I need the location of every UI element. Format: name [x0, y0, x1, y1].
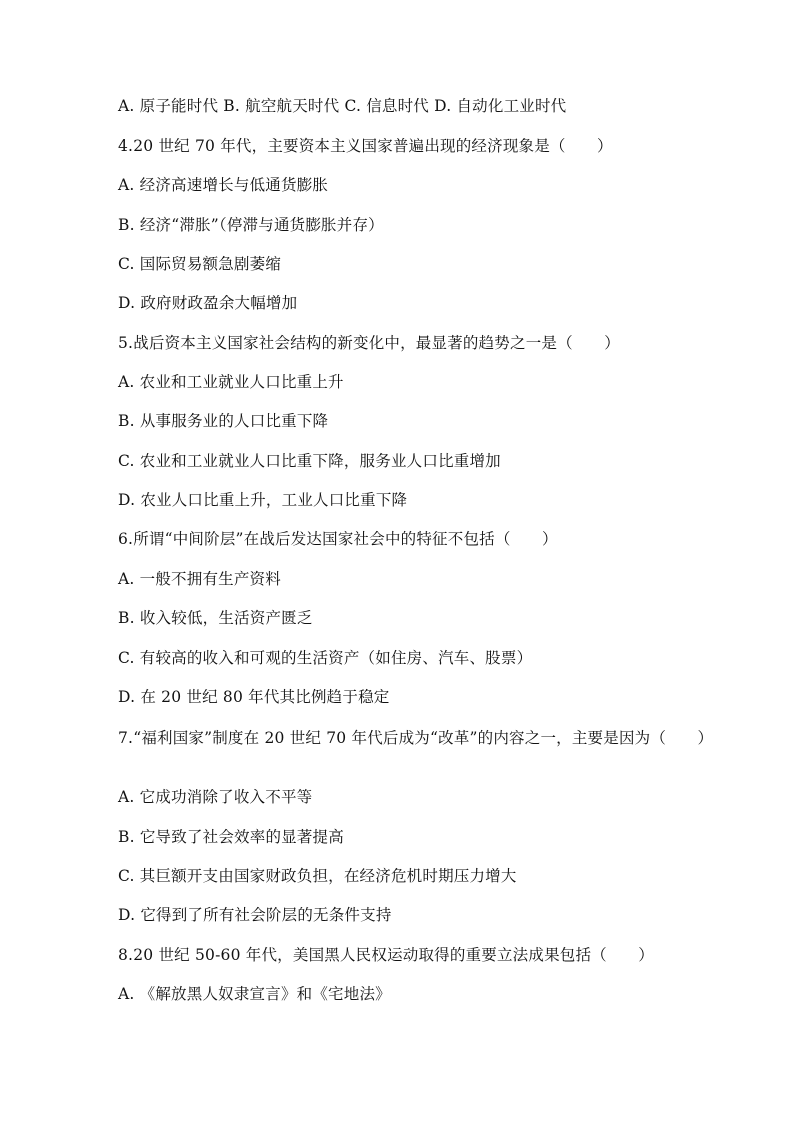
q8-stem: 8.20 世纪 50-60 年代，美国黑人民权运动取得的重要立法成果包括（ ）: [118, 946, 654, 964]
q7-stem: 7.“福利国家”制度在 20 世纪 70 年代后成为“改革”的内容之一，主要是因为（ ）: [118, 729, 714, 747]
q7-option-b: B. 它导致了社会效率的显著提高: [118, 828, 344, 846]
q4-option-c: C. 国际贸易额急剧萎缩: [118, 255, 282, 273]
q5-option-a: A. 农业和工业就业人口比重上升: [118, 373, 344, 391]
q4-option-b: B. 经济“滞胀”（停滞与通货膨胀并存）: [118, 216, 384, 234]
q6-stem: 6.所谓“中间阶层”在战后发达国家社会中的特征不包括（ ）: [118, 530, 558, 548]
q5-option-b: B. 从事服务业的人口比重下降: [118, 412, 329, 430]
q6-option-c: C. 有较高的收入和可观的生活资产（如住房、汽车、股票）: [118, 649, 533, 667]
q7-option-c: C. 其巨额开支由国家财政负担，在经济危机时期压力增大: [118, 867, 517, 885]
q5-stem: 5.战后资本主义国家社会结构的新变化中，最显著的趋势之一是（ ）: [118, 334, 620, 352]
q4-option-a: A. 经济高速增长与低通货膨胀: [118, 176, 329, 194]
q5-option-d: D. 农业人口比重上升，工业人口比重下降: [118, 491, 408, 509]
q7-option-a: A. 它成功消除了收入不平等: [118, 788, 313, 806]
q6-option-b: B. 收入较低，生活资产匮乏: [118, 609, 313, 627]
q5-option-c: C. 农业和工业就业人口比重下降，服务业人口比重增加: [118, 452, 501, 470]
q6-option-d: D. 在 20 世纪 80 年代其比例趋于稳定: [118, 688, 390, 706]
q6-option-a: A. 一般不拥有生产资料: [118, 570, 281, 588]
q4-option-d: D. 政府财政盈余大幅增加: [118, 294, 298, 312]
q3-options-line: A. 原子能时代 B. 航空航天时代 C. 信息时代 D. 自动化工业时代: [118, 97, 567, 115]
q7-option-d: D. 它得到了所有社会阶层的无条件支持: [118, 906, 392, 924]
q4-stem: 4.20 世纪 70 年代，主要资本主义国家普遍出现的经济现象是（ ）: [118, 137, 613, 155]
q8-option-a: A. 《解放黑人奴隶宣言》和《宅地法》: [118, 985, 391, 1003]
